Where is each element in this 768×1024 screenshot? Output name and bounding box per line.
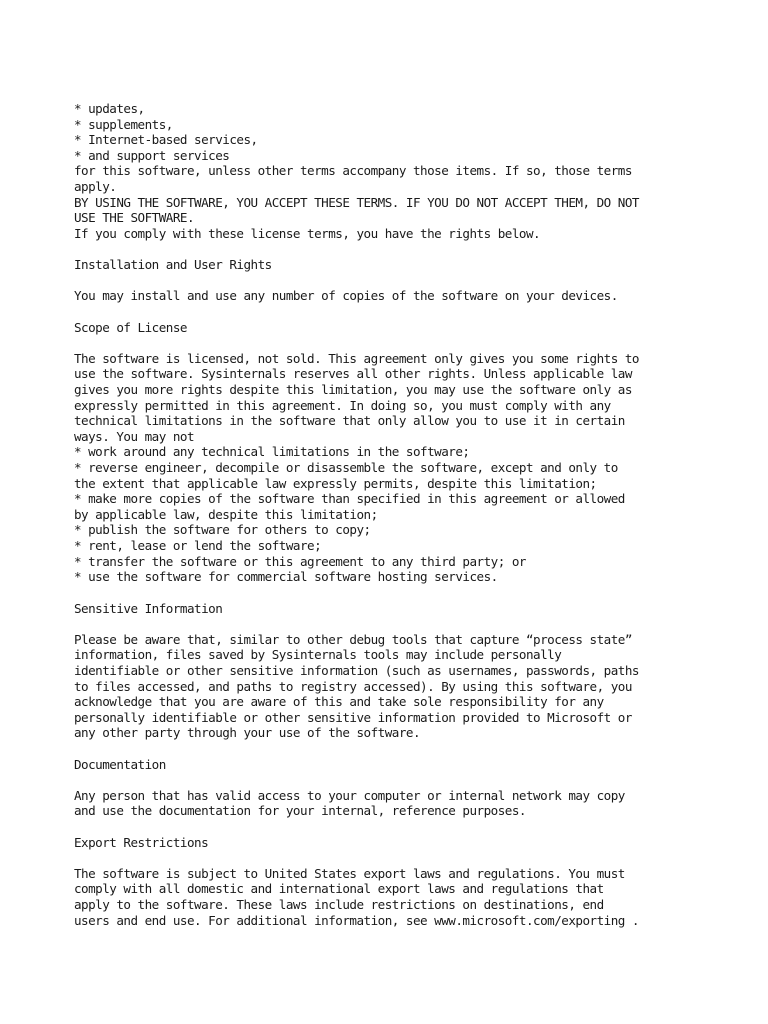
text-line: * supplements, [74, 116, 173, 132]
text-line: The software is licensed, not sold. This agreement only gives you some rights to [74, 350, 639, 366]
section-heading: Documentation [74, 756, 166, 772]
scope-section [74, 320, 754, 585]
text-line: personally identifiable or other sensitive information provided to Microsoft or [74, 709, 632, 725]
text-line: BY USING THE SOFTWARE, YOU ACCEPT THESE TERMS. IF YOU DO NOT ACCEPT THEM, DO NOT [74, 194, 639, 210]
text-line: apply. [74, 179, 117, 195]
text-line: and use the documentation for your internal, reference purposes. [74, 803, 526, 819]
text-line: * updates, [74, 101, 145, 116]
text-line: apply to the software. These laws include restrictions on destinations, end [74, 897, 604, 913]
text-line: The software is subject to United States export laws and regulations. You must [74, 865, 625, 881]
export-section [74, 835, 754, 929]
section-heading: Scope of License [74, 319, 187, 335]
text-line: If you comply with these license terms, you have the rights below. [74, 225, 541, 241]
text-line: ways. You may not [74, 428, 195, 444]
text-line: comply with all domestic and international export laws and regulations that [74, 881, 604, 897]
text-line: the extent that applicable law expressly permits, despite this limitation; [74, 475, 597, 491]
section-heading: Sensitive Information [74, 600, 223, 616]
text-line: * reverse engineer, decompile or disassemble the software, except and only to [74, 460, 618, 476]
text-line: by applicable law, despite this limitation; [74, 506, 378, 522]
text-line: * make more copies of the software than specified in this agreement or allowed [74, 491, 625, 507]
text-line: technical limitations in the software that only allow you to use it in certain [74, 413, 625, 429]
text-line: * Internet-based services, [74, 132, 258, 148]
text-line: to files accessed, and paths to registry accessed). By using this software, you [74, 678, 632, 694]
text-line: acknowledge that you are aware of this and take sole responsibility for any [74, 694, 604, 710]
sensitive-section [74, 601, 754, 741]
text-line: for this software, unless other terms accompany those items. If so, those terms [74, 163, 632, 179]
license-document [74, 101, 754, 928]
intro-block [74, 101, 754, 241]
text-line: information, files saved by Sysinternals tools may include personally [74, 647, 562, 663]
text-line: * transfer the software or this agreement to any third party; or [74, 553, 526, 569]
text-line: You may install and use any number of copies of the software on your devices. [74, 288, 618, 304]
text-line: Any person that has valid access to your computer or internal network may copy [74, 787, 625, 803]
text-line: any other party through your use of the software. [74, 725, 421, 741]
text-line: expressly permitted in this agreement. In doing so, you must comply with any [74, 397, 611, 413]
text-line: Please be aware that, similar to other debug tools that capture “process state” [74, 631, 632, 647]
text-line: users and end use. For additional information, see www.microsoft.com/exporting . [74, 912, 639, 928]
section-heading: Export Restrictions [74, 834, 209, 850]
text-line: * work around any technical limitations in the software; [74, 444, 470, 460]
text-line: USE THE SOFTWARE. [74, 210, 195, 226]
section-heading: Installation and User Rights [74, 257, 272, 273]
text-line: identifiable or other sensitive information (such as usernames, passwords, paths [74, 662, 639, 678]
installation-section [74, 257, 754, 304]
text-line: use the software. Sysinternals reserves all other rights. Unless applicable law [74, 366, 632, 382]
text-line: * publish the software for others to copy; [74, 522, 371, 538]
text-line: gives you more rights despite this limitation, you may use the software only as [74, 381, 632, 397]
text-line: * and support services [74, 147, 230, 163]
documentation-section [74, 757, 754, 819]
text-line: * rent, lease or lend the software; [74, 538, 322, 554]
text-line: * use the software for commercial software hosting services. [74, 569, 498, 585]
